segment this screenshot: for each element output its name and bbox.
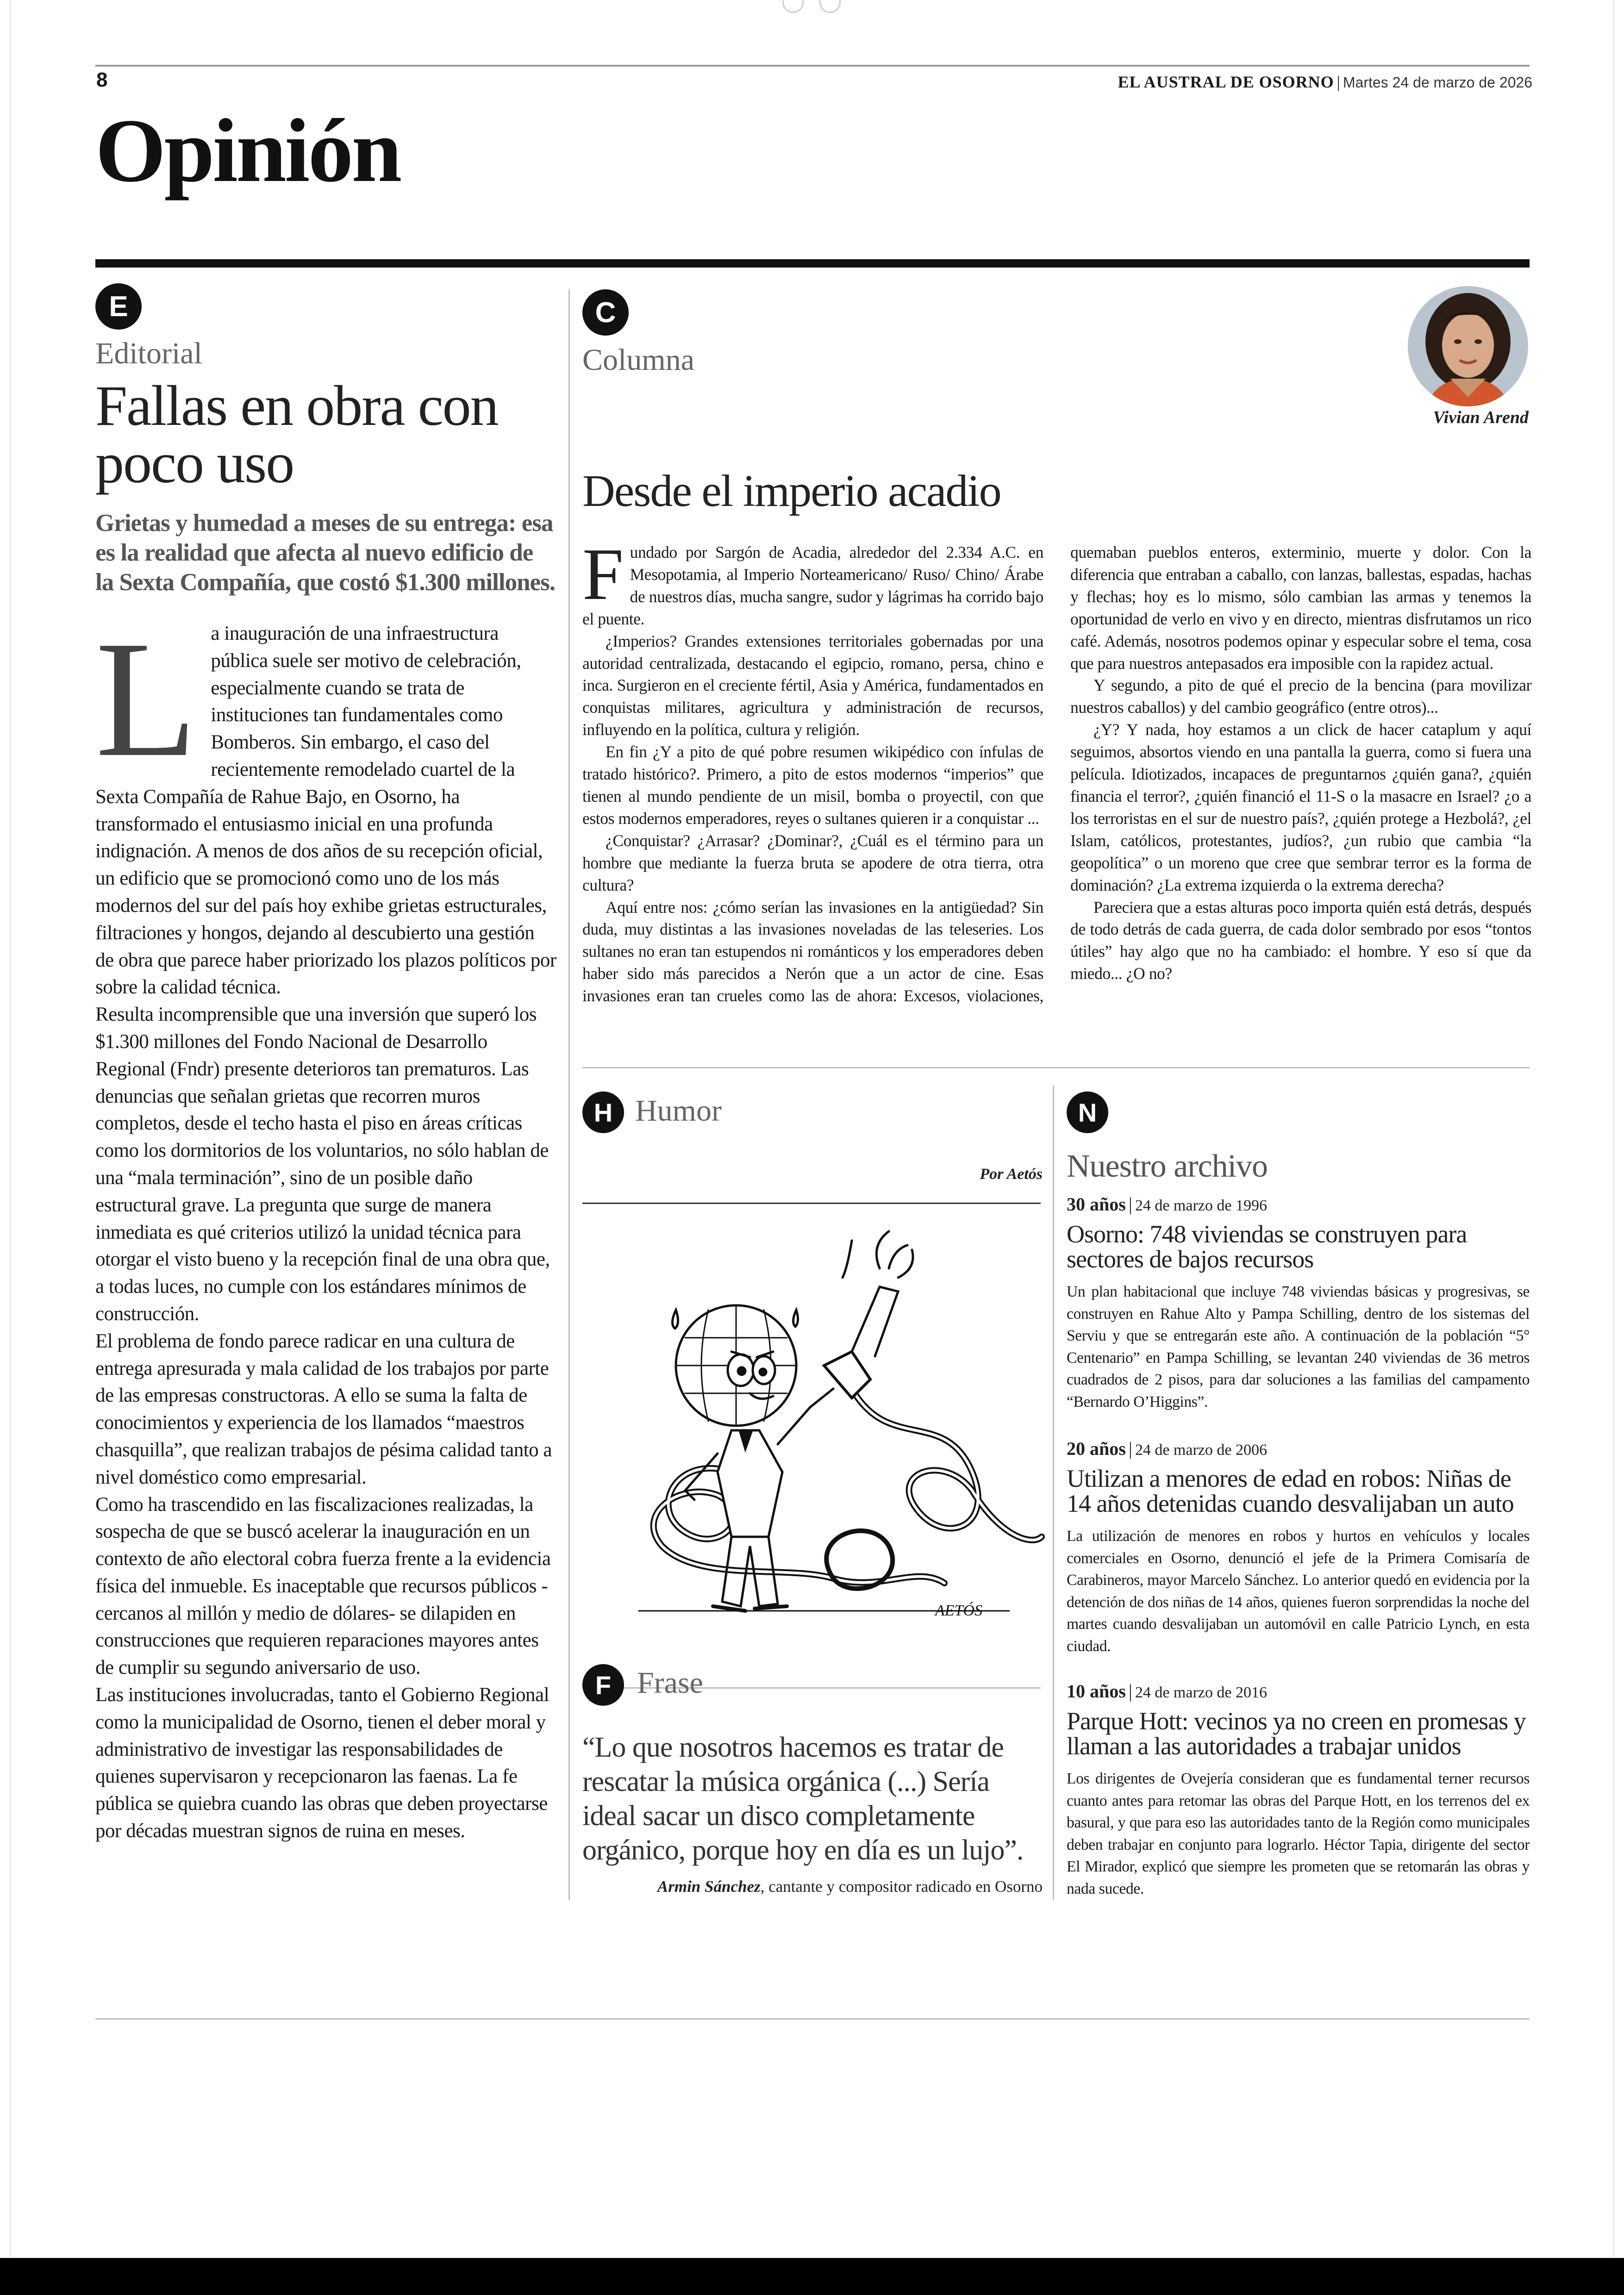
editorial-paragraph-3: El problema de fondo parece radicar en una cultura de entrega apresurada y mala calidad de los trabajos por parte de las empresas constructoras. A ello se suma la falta de conocimientos y experiencia de los llamados “maestros chasquilla”, que realizan trabajos de pésima calidad tanto a nivel doméstico como empresarial. [95,1330,552,1488]
archive-date: 24 de marzo de 1996 [1135,1197,1267,1214]
cartoon-signature: AETÓS [935,1602,982,1619]
editorial-deck: Grietas y humedad a meses de su entrega: esa es la realidad que afecta al nuevo edificio de la Sexta Compañía, que costó $1.300 millones. [95,510,555,596]
editorial-dropcap: L [95,606,197,791]
editorial-divider [568,289,570,1900]
issue-date: Martes 24 de marzo de 2026 [1343,74,1532,91]
archive-date: 24 de marzo de 2006 [1135,1441,1267,1459]
archive-pipe: | [1128,1681,1132,1702]
humor-top-rule [582,1203,1041,1204]
editorial-title: Fallas en obra con poco uso [95,374,498,495]
archive-item-meta [1067,1193,1530,1215]
column-paragraph-1 [582,533,1043,630]
column-body [582,533,1531,1032]
column-paragraph-6: Y segundo, a pito de qué el precio de la bencina (para movilizar nuestros caballos) y del cambio geográfico (entre otros)... [1070,676,1531,717]
editorial-label: Editorial [95,337,202,370]
archive-headline: Parque Hott: vecinos ya no creen en promesas y llaman a las autoridades a trabajar unidos [1067,1707,1526,1760]
archive-date: 24 de marzo de 2016 [1135,1684,1267,1701]
viewer-tab-right[interactable] [819,0,841,13]
column-paragraph-1-text: undado por Sargón de Acadia, alrededor del 2.334 A.C. en Mesopotamia, al Imperio Norteamericano/ Ruso/ Chino/ Árabe de nuestros días, mucha sangre, sudor y lágrimas ha corrido bajo el puente. [582,543,1043,628]
masthead-separator: | [1337,73,1340,91]
archive-years: 20 años [1067,1438,1126,1459]
humor-byline: Por Aetós [980,1166,1043,1183]
editorial-paragraph-4: Como ha trascendido en las fiscalizaciones realizadas, la sospecha de que se buscó acelerar la inauguración en un contexto de año electoral cobra fuerza frente a la evidencia física del inmueble. Es inaceptable que recursos públicos -cercanos al millón y medio de dólares- se dilapiden en construcciones que requieren reparaciones mayores antes de cumplir su segundo aniversario de uso. [95,1493,551,1679]
humor-archive-divider [1053,1085,1054,1900]
column-bottom-rule [582,1067,1530,1068]
column-dropcap: F [582,533,624,615]
archive-pipe: | [1128,1194,1132,1215]
editorial-paragraph-1-text: a inauguración de una infraestructura pública suele ser motivo de celebración, especialmente cuando se trata de instituciones tan fundamentales como Bomberos. Sin embargo, el caso del recientemente remodelado cuartel de la Sexta Compañía de Rahue Bajo, en Osorno, ha transformado el entusiasmo inicial en una profunda indignación. A menos de dos años de su recepción oficial, un edificio que se promocionó como uno de los más modernos del sur del país hoy exhibe grietas estructurales, filtraciones y hongos, dejando al descubierto una gestión de obra que parece haber priorizado los plazos políticos por sobre la calidad técnica. [95,623,556,998]
author-name: Vivian Arend [1433,408,1529,427]
archive-item-meta [1067,1438,1530,1459]
column-label: Columna [582,343,694,377]
viewer-bottom-bar [0,2258,1624,2295]
column-paragraph-7: ¿Y? Y nada, hoy estamos a un click de hacer cataplum y aquí seguimos, absortos viendo en una pantalla la guerra, como si fuera una película. Idiotizados, incapaces de preguntarnos ¿quién gana?, ¿quién financia el terror?, ¿quién financió el 11-S o la masacre en Israel? ¿o a los terroristas en el sur de nuestro país?, ¿quién protege a Hezbolá?, ¿el Islam, católicos, protestantes, judíos?, ¿un rubio que cambia “la geopolítica” o un moreno que cree que sembrar terror es la forma de dominación? ¿La extrema izquierda o la extrema derecha? [1070,720,1531,894]
section-title: Opinión [95,100,400,201]
frase-author: Armin Sánchez [657,1877,761,1896]
archive-pipe: | [1128,1438,1132,1459]
archive-item-2 [1067,1438,1530,1657]
section-rule [95,259,1530,268]
frase-source [657,1877,1043,1896]
humor-badge: H [582,1091,624,1133]
editorial-badge: E [95,283,142,330]
archive-item-1 [1067,1193,1530,1413]
frase-quote: “Lo que nosotros hacemos es tratar de rescatar la música orgánica (...) Sería ideal sacar un disco completamente orgánico, porque hoy en día es un lujo”. [582,1732,1024,1866]
header-rule [95,65,1530,67]
page-bottom-rule [95,2018,1530,2020]
editorial-body [95,606,556,1845]
archive-badge: N [1067,1091,1108,1133]
humor-cartoon [593,1213,1046,1629]
column-paragraph-5: Aquí entre nos: ¿cómo serían las invasiones en la antigüedad? Sin duda, muy distintas a las invasiones noveladas de las teleseries. Los sultanes no eran tan estupendos ni románticos y los emperadores deben haber sido más parecidos a Nerón que a un actor de cine. Esas invasiones eran tan crueles como las de ahora: Excesos, violaciones, quemaban pueblos enteros, exterminio, muerte y dolor. Con la diferencia que entraban a caballo, con lanzas, ballestas, espadas, hachas y flechas; hoy es lo mismo, sólo cambian las armas y tenemos la oportunidad de verlo en vivo y en directo, mientras disfrutamos un rico café. Además, nosotros podemos opinar y especular sobre el tema, cosa que para nuestros antepasados era imposible con la rapidez actual. [582,543,1531,1005]
archive-headline: Osorno: 748 viviendas se construyen para sectores de bajos recursos [1067,1220,1467,1273]
column-paragraph-4: ¿Conquistar? ¿Arrasar? ¿Dominar?, ¿Cuál es el término para un hombre que mediante la fuerza bruta se apodere de otra tierra, otra cultura? [582,831,1043,894]
masthead-line [1118,72,1532,92]
column-badge: C [582,289,629,336]
archive-headline: Utilizan a menores de edad en robos: Niñas de 14 años detenidas cuando desvalijaban un auto [1067,1465,1514,1517]
cartoon-drawing [593,1213,1046,1629]
frase-badge: F [582,1664,624,1706]
frase-label: Frase [637,1666,703,1700]
archive-item-meta [1067,1680,1530,1702]
editorial-paragraph-5: Las instituciones involucradas, tanto el Gobierno Regional como la municipalidad de Osorno, tienen el deber moral y administrativo de investigar las responsabilidades de quienes supervisaron y recepcionaron las faenas. La fe pública se quiebra cuando las obras que deben proyectarse por décadas muestran signos de ruina en meses. [95,1684,550,1842]
archive-years: 30 años [1067,1194,1126,1215]
frase-author-role: , cantante y compositor radicado en Osorno [760,1877,1043,1896]
archive-item-3 [1067,1680,1530,1900]
column-paragraph-3: En fin ¿Y a pito de qué pobre resumen wikipédico con ínfulas de tratado histórico?. Primero, a pito de estos modernos “imperios” que tienen al mundo pendiente de un misil, bomba o proyectil, con que estos modernos emperadores, reyes o sultanes quieren ir a conquistar ... [582,742,1043,828]
author-photo [1408,286,1528,406]
archive-body: Los dirigentes de Ovejería consideran que es fundamental terner recursos cuanto antes para retomar las obras del Parque Hott, en los terrenos del ex basural, y que para eso las autoridades tanto de la Región como municipales deben trabajar en conjunto para lograrlo. Héctor Tapia, dirigente del sector El Mirador, explicó que siempre les prometen que se retomarán las obras y nada sucede. [1067,1770,1530,1897]
editorial-paragraph-2: Resulta incomprensible que una inversión que superó los $1.300 millones del Fondo Nacional de Desarrollo Regional (Fndr) presente deterioros tan prematuros. Las denuncias que señalan grietas que recorren muros completos, desde el techo hasta el piso en áreas críticas como los dormitorios de los voluntarios, no sólo hablan de una “mala terminación”, sino de un posible daño estructural grave. La pregunta que surge de manera inmediata es qué criterios utilizó la unidad técnica para otorgar el visto bueno y la recepción final de una obra que, a todas luces, no cumple con los estándares mínimos de construcción. [95,1004,550,1325]
archive-body: Un plan habitacional que incluye 748 viviendas básicas y progresivas, se construyen en Rahue Alto y Pampa Schilling, dentro de los sistemas del Serviu y que se entregarán este año. A continuación de la población “5° Centenario” en Pampa Schilling, se levantan 240 viviendas de 36 metros cuadrados de 2 pisos, para dar soluciones a las familias del campamento “Bernardo O’Higgins”. [1067,1283,1530,1410]
humor-label: Humor [635,1094,722,1128]
newspaper-name: EL AUSTRAL DE OSORNO [1118,73,1334,91]
author-portrait-image [1408,286,1528,406]
viewer-tab-left[interactable] [782,0,804,13]
archive-title: Nuestro archivo [1067,1148,1268,1184]
column-paragraph-8: Pareciera que a estas alturas poco importa quién está detrás, después de todo detrás de cada guerra, de cada dolor sembrado por esos “tontos útiles” hay algo que no ha cambiado: el hombre. Y eso sí que da miedo... ¿O no? [1070,898,1531,983]
editorial-paragraph-1 [95,606,556,1001]
archive-body: La utilización de menores en robos y hurtos en vehículos y locales comerciales en Osorno, denunció el jefe de la Primera Comisaría de Carabineros, mayor Marcelo Sánchez. Lo anterior quedó en evidencia por la detención de dos niñas de 14 años, quienes fueron sorprendidas la noche del martes cuando desvalijaban un automóvil en calle Patricio Lynch, en esta ciudad. [1067,1528,1530,1655]
column-paragraph-2: ¿Imperios? Grandes extensiones territoriales gobernadas por una autoridad centralizada, destacando el egipcio, romano, persa, chino e inca. Surgieron en el creciente fértil, Asia y América, fundamentados en conquistas militares, agricultura y administración de recursos, influyendo en la política, cultura y religión. [582,631,1043,739]
page-number: 8 [96,69,108,91]
viewer-top-controls[interactable] [782,0,843,13]
archive-years: 10 años [1067,1681,1126,1702]
column-title: Desde el imperio acadio [582,466,1001,516]
